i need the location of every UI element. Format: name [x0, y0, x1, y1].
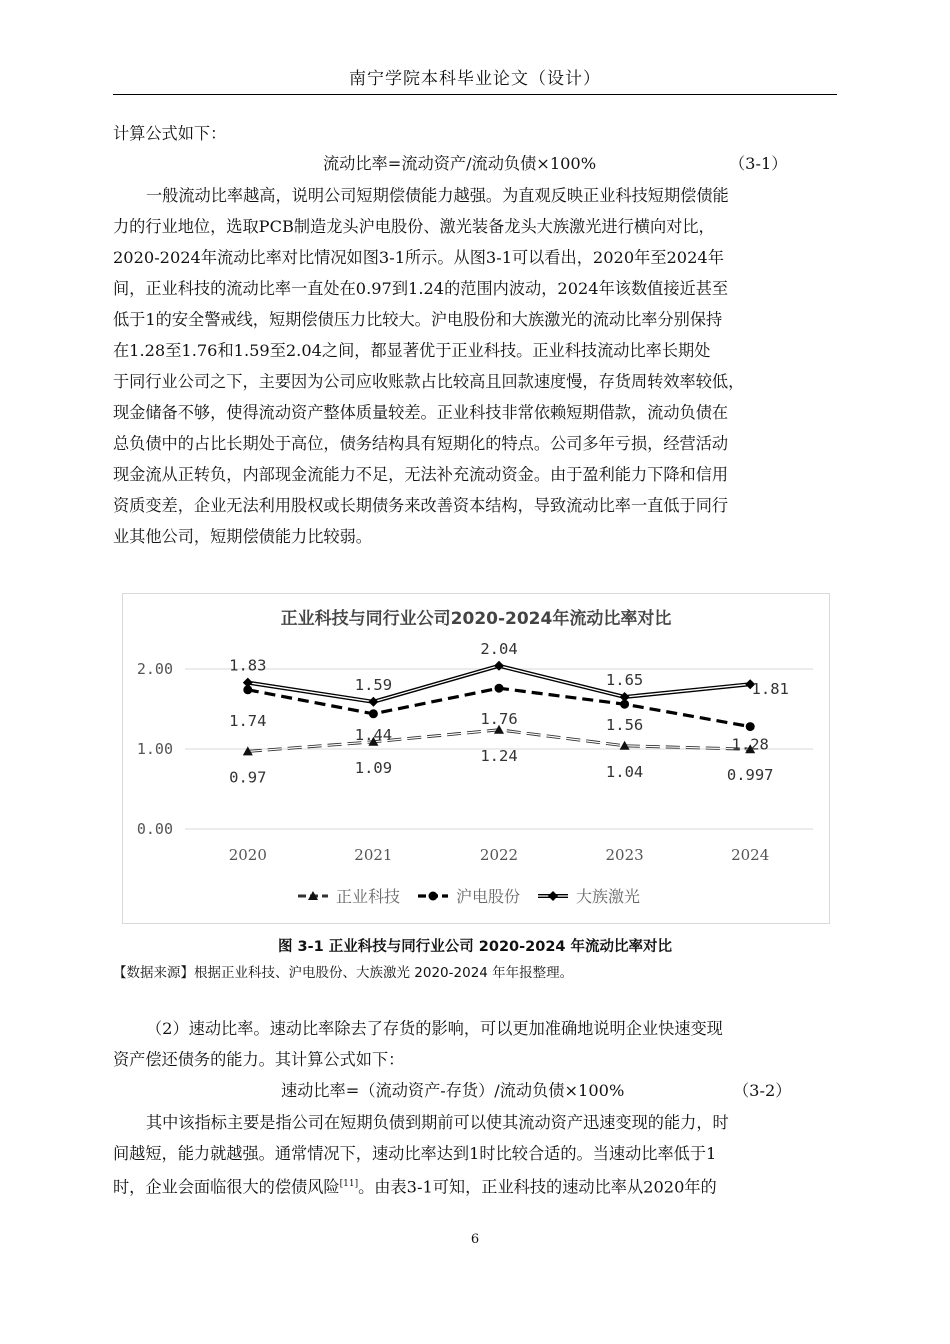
text-line: 间，正业科技的流动比率一直处在0.97到1.24的范围内波动，2024年该数值接近甚至: [113, 279, 729, 298]
data-label-zhengye: 1.09: [354, 758, 393, 777]
point-hudian: [369, 709, 378, 718]
figure-3-1: [122, 593, 830, 924]
point-hudian: [495, 684, 504, 693]
x-tick-label: 2022: [479, 846, 519, 864]
intro-text: 计算公式如下：: [113, 124, 227, 143]
figure-source: 【数据来源】根据正业科技、沪电股份、大族激光 2020-2024 年年报整理。: [113, 965, 574, 981]
point-dazu: [368, 697, 378, 707]
page-header: 南宁学院本科毕业论文（设计）: [349, 69, 601, 89]
text-line: 其中该指标主要是指公司在短期负债到期前可以使其流动资产迅速变现的能力，时: [146, 1113, 729, 1132]
y-tick-label: 1.00: [136, 740, 173, 758]
text-line: 在1.28至1.76和1.59至2.04之间，都显著优于正业科技。正业科技流动比率长期处: [113, 341, 711, 360]
chart-title: 正业科技与同行业公司2020-2024年流动比率对比: [280, 609, 672, 629]
x-tick-label: 2021: [354, 846, 393, 864]
text-line: 资产偿还债务的能力。其计算公式如下：: [113, 1050, 405, 1069]
y-tick-label: 0.00: [136, 820, 173, 838]
text-line: 总负债中的占比长期处于高位，债务结构具有短期化的特点。公司多年亏损，经营活动: [113, 434, 729, 453]
text-line: 于同行业公司之下，主要因为公司应收账款占比较高且回款速度慢，存货周转效率较低，: [113, 372, 745, 391]
x-tick-label: 2023: [605, 846, 644, 864]
point-hudian: [746, 722, 755, 731]
point-dazu: [620, 692, 630, 702]
x-tick-label: 2020: [228, 846, 267, 864]
page-number: 6: [470, 1232, 480, 1247]
data-label-hudian: 1.76: [480, 710, 518, 729]
text-line: 现金流从正转负，内部现金流能力不足，无法补充流动资金。由于盈利能力下降和信用: [113, 465, 729, 484]
point-dazu: [243, 678, 253, 688]
data-label-zhengye: 0.997: [726, 766, 774, 785]
text-line: 低于1的安全警戒线，短期偿债压力比较大。沪电股份和大族激光的流动比率分别保持: [113, 310, 723, 329]
formula-3-2: 速动比率=（流动资产-存货）/流动负债×100%: [281, 1081, 625, 1100]
text-line: 资质变差，企业无法利用股权或长期债务来改善资本结构，导致流动比率一直低于同行: [113, 496, 729, 515]
data-label-zhengye: 1.04: [605, 762, 644, 781]
data-label-dazu: 1.83: [229, 656, 267, 675]
text-line: 力的行业地位，选取PCB制造龙头沪电股份、激光装备龙头大族激光进行横向对比，: [113, 217, 715, 236]
citation: [11]: [339, 1179, 359, 1189]
text-line: 一般流动比率越高，说明公司短期偿债能力越强。为直观反映正业科技短期偿债能: [146, 186, 729, 205]
text-line: 间越短，能力就越强。通常情况下，速动比率达到1时比较合适的。当速动比率低于1: [113, 1144, 717, 1163]
text-line: [113, 1169, 837, 1202]
data-label-dazu: 1.81: [751, 680, 789, 699]
formula-3-1-number: （3-1）: [729, 154, 788, 173]
data-label-dazu: 2.04: [480, 639, 518, 658]
text-fragment: 。由表3-1可知，正业科技的速动比率从2020年的: [358, 1177, 717, 1197]
legend-marker-dazu: [548, 891, 558, 901]
text-line: 业其他公司，短期偿债能力比较弱。: [113, 527, 372, 546]
data-label-zhengye: 0.97: [229, 768, 267, 787]
text-line: （2）速动比率。速动比率除去了存货的影响，可以更加准确地说明企业快速变现: [146, 1019, 723, 1038]
y-tick-label: 2.00: [136, 660, 173, 678]
data-label-hudian: 1.28: [731, 735, 769, 754]
x-tick-label: 2024: [731, 846, 770, 864]
legend-label-dazu: 大族激光: [576, 887, 641, 906]
legend-label-hudian: 沪电股份: [456, 887, 521, 906]
text-line: 现金储备不够，使得流动资产整体质量较差。正业科技非常依赖短期借款，流动负债在: [113, 403, 729, 422]
data-label-hudian: 1.74: [229, 711, 267, 730]
header-rule: [113, 94, 837, 95]
paragraph-quick-ratio: [113, 1013, 837, 1075]
formula-3-1: 流动比率=流动资产/流动负债×100%: [323, 154, 597, 173]
data-label-hudian: 1.44: [354, 725, 393, 744]
figure-caption: 图 3-1 正业科技与同行业公司 2020-2024 年流动比率对比: [277, 939, 673, 955]
paragraph-current-ratio: [113, 180, 837, 552]
legend-label-zhengye: 正业科技: [336, 887, 401, 906]
legend-marker-hudian: [429, 892, 438, 901]
text-line: 2020-2024年流动比率对比情况如图3-1所示。从图3-1可以看出，2020年至2024年: [113, 248, 724, 267]
data-label-hudian: 1.56: [605, 716, 644, 735]
current-ratio-chart: [123, 594, 829, 923]
data-label-dazu: 1.59: [354, 675, 393, 694]
paragraph-quick-ratio-detail: [113, 1107, 837, 1202]
data-label-zhengye: 1.24: [480, 746, 518, 765]
data-label-dazu: 1.65: [605, 671, 644, 689]
text-fragment: 时，企业会面临很大的偿债风险: [113, 1177, 340, 1197]
formula-3-2-number: （3-2）: [733, 1081, 792, 1100]
